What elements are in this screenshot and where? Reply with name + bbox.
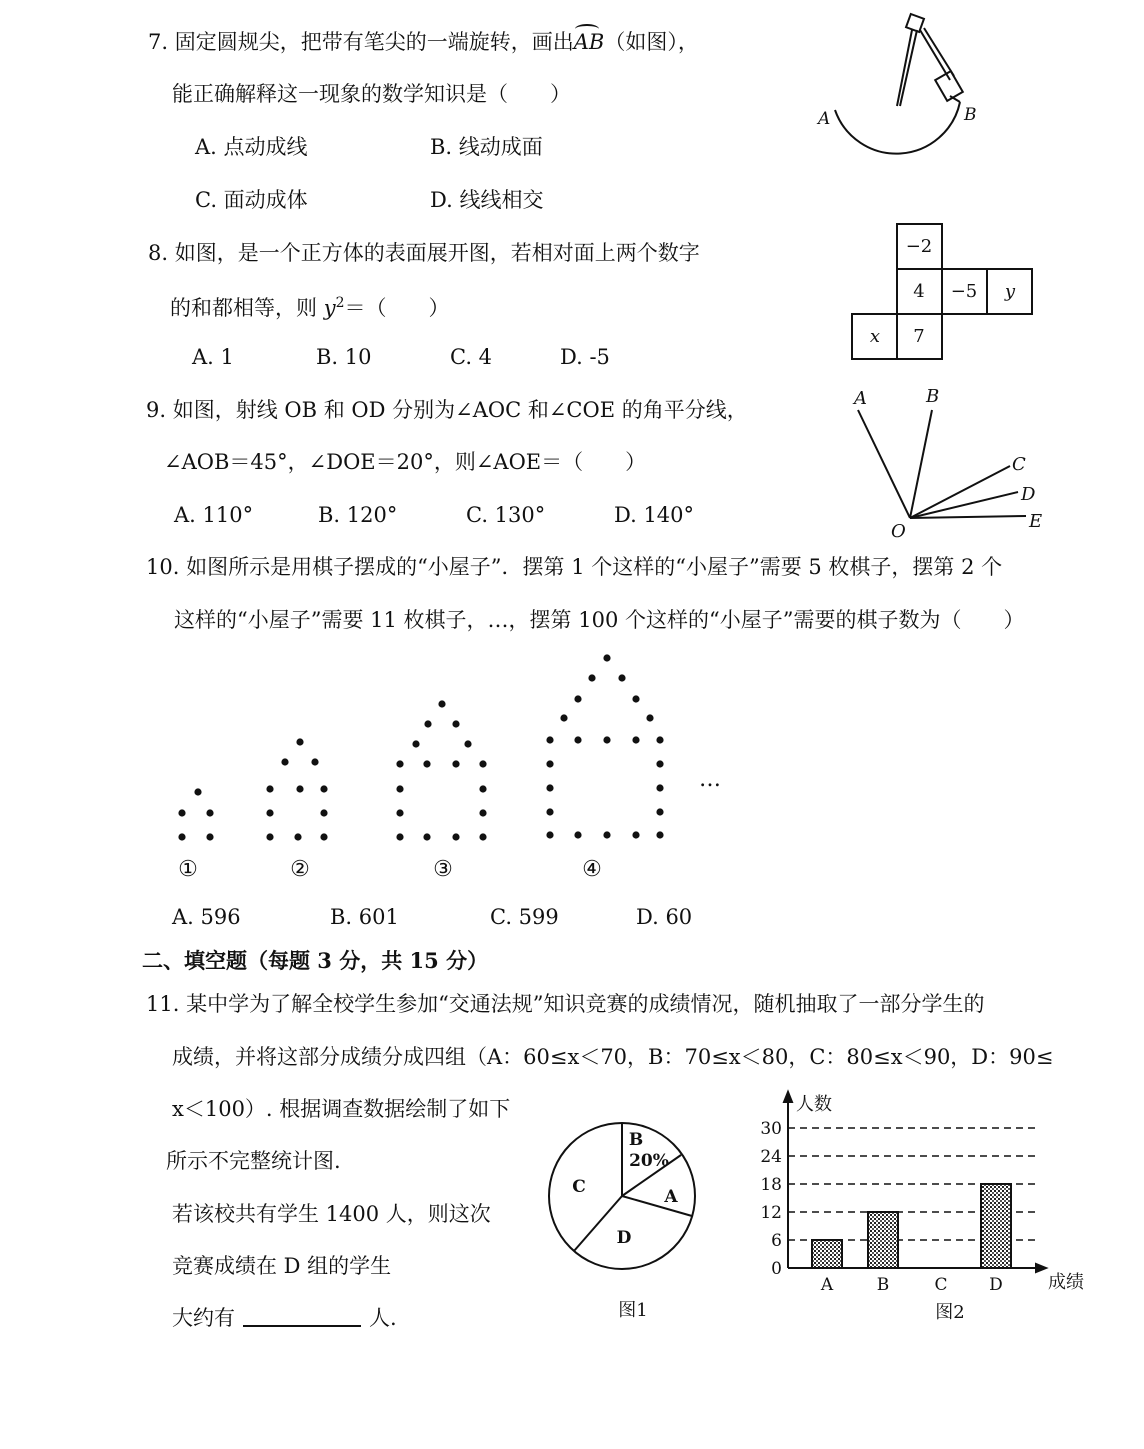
house2-dot xyxy=(296,738,303,745)
house4-dot xyxy=(574,736,581,743)
house4-dot xyxy=(546,736,553,743)
label-b: B xyxy=(964,105,977,125)
house3-dot xyxy=(479,785,486,792)
section-heading: 二、填空题（每题 3 分，共 15 分） xyxy=(142,948,489,973)
house4-dot xyxy=(560,714,567,721)
house4-dot xyxy=(618,674,625,681)
house3-dot xyxy=(396,785,403,792)
house3-dot xyxy=(412,740,419,747)
house4-dot xyxy=(656,760,663,767)
y-tick-label: 24 xyxy=(760,1147,782,1167)
house3-dot xyxy=(424,720,431,727)
house2-dot xyxy=(266,809,273,816)
cube-net-figure xyxy=(850,222,1040,362)
house3-dot xyxy=(396,760,403,767)
q10-line2: 这样的“小屋子”需要 11 枚棋子，…，摆第 100 个这样的“小屋子”需要的棋子数为（ ） xyxy=(174,608,1025,632)
pie-caption: 图1 xyxy=(618,1300,648,1321)
fig-ellipsis: … xyxy=(699,767,721,792)
fig-label-2: ② xyxy=(290,857,310,882)
house4-dot xyxy=(546,760,553,767)
house4-dot xyxy=(646,714,653,721)
house3-dot xyxy=(464,740,471,747)
pie-label-d: D xyxy=(616,1228,632,1248)
answer-blank[interactable] xyxy=(243,1325,361,1327)
q8-opt-a: A. 1 xyxy=(192,345,234,369)
y-tick-label: 12 xyxy=(760,1203,782,1223)
house4-dot xyxy=(632,736,639,743)
house2-dot xyxy=(266,785,273,792)
house3-dot xyxy=(452,720,459,727)
q9-opt-a: A. 110° xyxy=(174,503,254,527)
bar-caption: 图2 xyxy=(935,1302,965,1323)
q7-line1: 7. 固定圆规尖，把带有笔尖的一端旋转，画出 AB（如图）， xyxy=(148,32,699,53)
pie-label-c: C xyxy=(572,1177,586,1197)
house3-dot xyxy=(479,809,486,816)
q10-opt-a: A. 596 xyxy=(172,905,241,929)
house2-dot xyxy=(320,809,327,816)
q11-line4: 所示不完整统计图. xyxy=(166,1149,341,1173)
house1-dot xyxy=(206,809,213,816)
house1-dot xyxy=(178,833,185,840)
house1-dot xyxy=(178,809,185,816)
house4-dot xyxy=(632,695,639,702)
q9-line1: 9. 如图，射线 OB 和 OD 分别为∠AOC 和∠COE 的角平分线， xyxy=(146,398,748,422)
house2-dot xyxy=(296,785,303,792)
pie-chart xyxy=(545,1120,705,1330)
q7-opt-d: D. 线线相交 xyxy=(430,188,544,212)
pie-label-b: B xyxy=(628,1130,644,1150)
house2-dot xyxy=(281,758,288,765)
house3-dot xyxy=(452,833,459,840)
cell-right2-text: y xyxy=(1004,281,1016,302)
q11-line5: 若该校共有学生 1400 人，则这次 xyxy=(172,1202,491,1226)
y-axis-label: 人数 xyxy=(796,1094,832,1115)
q9-opt-d: D. 140° xyxy=(614,503,695,527)
house3-dot xyxy=(396,809,403,816)
q11-line1: 11. 某中学为了解全校学生参加“交通法规”知识竞赛的成绩情况，随机抽取了一部分学生的 xyxy=(146,992,985,1016)
q9-opt-b: B. 120° xyxy=(318,503,398,527)
pie-radius-4 xyxy=(574,1196,622,1251)
bar-B xyxy=(868,1212,898,1268)
ray-label-o: O xyxy=(891,521,906,542)
q9-opt-c: C. 130° xyxy=(466,503,546,527)
q7-opt-c: C. 面动成体 xyxy=(195,188,308,212)
house4-dot xyxy=(656,831,663,838)
cell-right1-text: −5 xyxy=(950,281,978,302)
y-tick-label: 18 xyxy=(760,1175,782,1195)
q8-line2: 的和都相等，则 $y^2=$（ ） xyxy=(170,295,450,320)
house3-dot xyxy=(396,833,403,840)
ray-oe xyxy=(910,516,1026,518)
ray-oa xyxy=(858,410,910,518)
ray-oc xyxy=(910,466,1010,518)
house4-dot xyxy=(546,831,553,838)
compass-figure xyxy=(800,10,1000,190)
q7-line2: 能正确解释这一现象的数学知识是（ ） xyxy=(172,82,571,106)
arc-mark xyxy=(575,24,599,34)
house4-dot xyxy=(656,808,663,815)
house4-dot xyxy=(546,784,553,791)
house4-dot xyxy=(574,831,581,838)
house4-dot xyxy=(603,654,610,661)
cell-mid-text: 4 xyxy=(913,281,925,302)
q10-opt-d: D. 60 xyxy=(636,905,693,929)
x-axis-label: 成绩 xyxy=(1048,1272,1084,1293)
house3-dot xyxy=(438,700,445,707)
house2-dot xyxy=(294,833,301,840)
q8-line1: 8. 如图，是一个正方体的表面展开图，若相对面上两个数字 xyxy=(148,241,700,265)
house2-dot xyxy=(266,833,273,840)
q11-line3: x＜100）. 根据调查数据绘制了如下 xyxy=(172,1097,511,1121)
pie-label-b-pct: 20% xyxy=(629,1151,669,1171)
cell-bot-text: 7 xyxy=(913,326,925,347)
pie-label-a: A xyxy=(664,1187,678,1207)
house3-dot xyxy=(423,760,430,767)
x-tick-label: B xyxy=(876,1275,890,1295)
x-tick-label: A xyxy=(820,1275,834,1295)
q10-opt-c: C. 599 xyxy=(490,905,559,929)
ray-ob xyxy=(910,410,932,518)
cell-botleft-text: x xyxy=(869,326,881,347)
q9-line2: ∠AOB＝45°，∠DOE＝20°，则∠AOE＝（ ） xyxy=(164,450,647,474)
x-tick-label: D xyxy=(989,1275,1003,1295)
house4-dot xyxy=(603,736,610,743)
q11-line7: 大约有 人. xyxy=(172,1306,397,1330)
house4-dot xyxy=(656,784,663,791)
q11-line2: 成绩，并将这部分成绩分成四组（A：60≤x＜70，B：70≤x＜80，C：80≤x＜90，D：90≤ xyxy=(172,1045,1054,1069)
y-tick-label: 0 xyxy=(771,1259,782,1279)
house4-dot xyxy=(588,674,595,681)
ray-label-e: E xyxy=(1029,511,1043,532)
ray-label-b: B xyxy=(926,386,940,407)
q8-opt-d: D. -5 xyxy=(560,345,610,369)
q11-line6: 竞赛成绩在 D 组的学生 xyxy=(172,1254,392,1278)
house4-dot xyxy=(656,736,663,743)
q10-line1: 10. 如图所示是用棋子摆成的“小屋子”．摆第 1 个这样的“小屋子”需要 5 枚棋子，摆第 2 个 xyxy=(146,555,1003,579)
q7-opt-a: A. 点动成线 xyxy=(195,135,308,159)
fig-label-4: ④ xyxy=(582,857,602,882)
house3-dot xyxy=(479,833,486,840)
y-axis-arrow xyxy=(784,1092,792,1102)
compass-arc xyxy=(835,102,960,154)
house4-dot xyxy=(574,695,581,702)
dot-houses-figure xyxy=(160,640,760,890)
bar-chart xyxy=(750,1090,1100,1335)
house1-dot xyxy=(206,833,213,840)
cell-top-text: −2 xyxy=(905,236,933,257)
q10-opt-b: B. 601 xyxy=(330,905,399,929)
house3-dot xyxy=(479,760,486,767)
label-a: A xyxy=(818,109,831,129)
house2-dot xyxy=(320,833,327,840)
house2-dot xyxy=(320,785,327,792)
fig-label-1: ① xyxy=(178,857,198,882)
house3-dot xyxy=(452,760,459,767)
ray-label-c: C xyxy=(1012,454,1026,475)
compass-icon xyxy=(897,14,963,106)
pie-radius-3 xyxy=(622,1196,692,1216)
ray-od xyxy=(910,492,1018,518)
angle-figure xyxy=(840,380,1060,545)
house3-dot xyxy=(423,833,430,840)
q8-opt-c: C. 4 xyxy=(450,345,493,369)
bar-D xyxy=(981,1184,1011,1268)
bar-A xyxy=(812,1240,842,1268)
y-tick-label: 6 xyxy=(771,1231,782,1251)
x-axis-arrow xyxy=(1036,1264,1046,1272)
house2-dot xyxy=(311,758,318,765)
ray-label-a: A xyxy=(854,388,867,409)
y-tick-label: 30 xyxy=(760,1119,782,1139)
q7-opt-b: B. 线动成面 xyxy=(430,135,543,159)
ray-label-d: D xyxy=(1021,484,1036,505)
house4-dot xyxy=(546,808,553,815)
q8-opt-b: B. 10 xyxy=(316,345,372,369)
house4-dot xyxy=(603,831,610,838)
house1-dot xyxy=(194,788,201,795)
x-tick-label: C xyxy=(934,1275,948,1295)
fig-label-3: ③ xyxy=(433,857,453,882)
house4-dot xyxy=(632,831,639,838)
